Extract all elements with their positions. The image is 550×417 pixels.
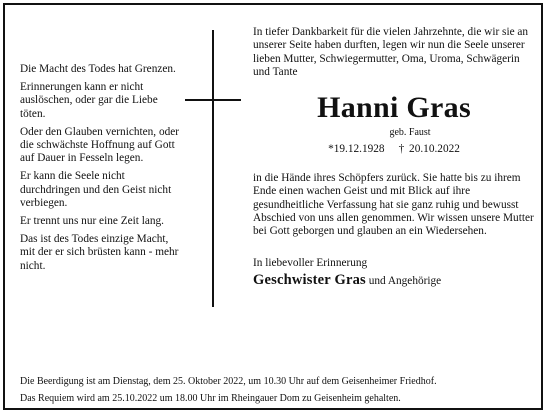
memory-line: In liebevoller Erinnerung (253, 256, 368, 269)
cross-icon (212, 30, 214, 307)
signers-main: Geschwister Gras (253, 271, 366, 288)
poem-stanza: Die Macht des Todes hat Grenzen. (20, 63, 176, 75)
poem-stanza: Erinnerungen kann er nicht auslöschen, oder gar die Liebe töten. (20, 81, 158, 120)
funeral-info (20, 373, 535, 407)
intro-text: In tiefer Dankbarkeit für die vielen Jahrzehnte, die wir sie an unserer Seite haben durften, legen wir nun die Seele unserer lieben Mutter, Schwiegermutter, Oma, Uroma, Schwägerin und Tante (253, 26, 529, 78)
main-text (253, 26, 535, 288)
death-date: † 20.10.2022 (398, 143, 460, 156)
birth-date: *19.12.1928 (328, 143, 385, 156)
maiden-name: geb. Faust (389, 127, 431, 139)
signers-rest: und Angehörige (368, 274, 442, 287)
cross-icon-bar (185, 99, 241, 101)
life-dates (253, 142, 535, 156)
deceased-name: Hanni Gras (317, 91, 471, 125)
requiem-line: Das Requiem wird am 25.10.2022 um 18.00 Uhr im Rheingauer Dom zu Geisenheim gehalten. (20, 393, 401, 404)
poem-stanza: Er trennt uns nur eine Zeit lang. (20, 215, 164, 228)
funeral-line: Die Beerdigung ist am Dienstag, dem 25. Oktober 2022, um 10.30 Uhr auf dem Geisenheimer Friedhof. (20, 376, 437, 387)
poem (20, 63, 185, 278)
signers (253, 271, 535, 288)
body-text: in die Hände ihres Schöpfers zurück. Sie hatte bis zu ihrem Ende einen wachen Geist und mit Blick auf ihre gesundheitliche Verfassung hat sie ganz ruhig und bewusst Abschied von uns allen genommen. Wir wissen unsere Mutter bei Gott geborgen und glauben an ein Wiedersehen. (253, 172, 534, 238)
poem-stanza: Er kann die Seele nicht durchdringen und den Geist nicht verbiegen. (20, 170, 172, 209)
poem-stanza: Oder den Glauben vernichten, oder die schwächste Hoffnung auf Gott auf Dauer in Fesseln legen. (20, 125, 180, 165)
poem-stanza: Das ist des Todes einzige Macht, mit der er sich brüsten kann - mehr nicht. (20, 233, 179, 272)
obituary-notice (3, 3, 543, 410)
